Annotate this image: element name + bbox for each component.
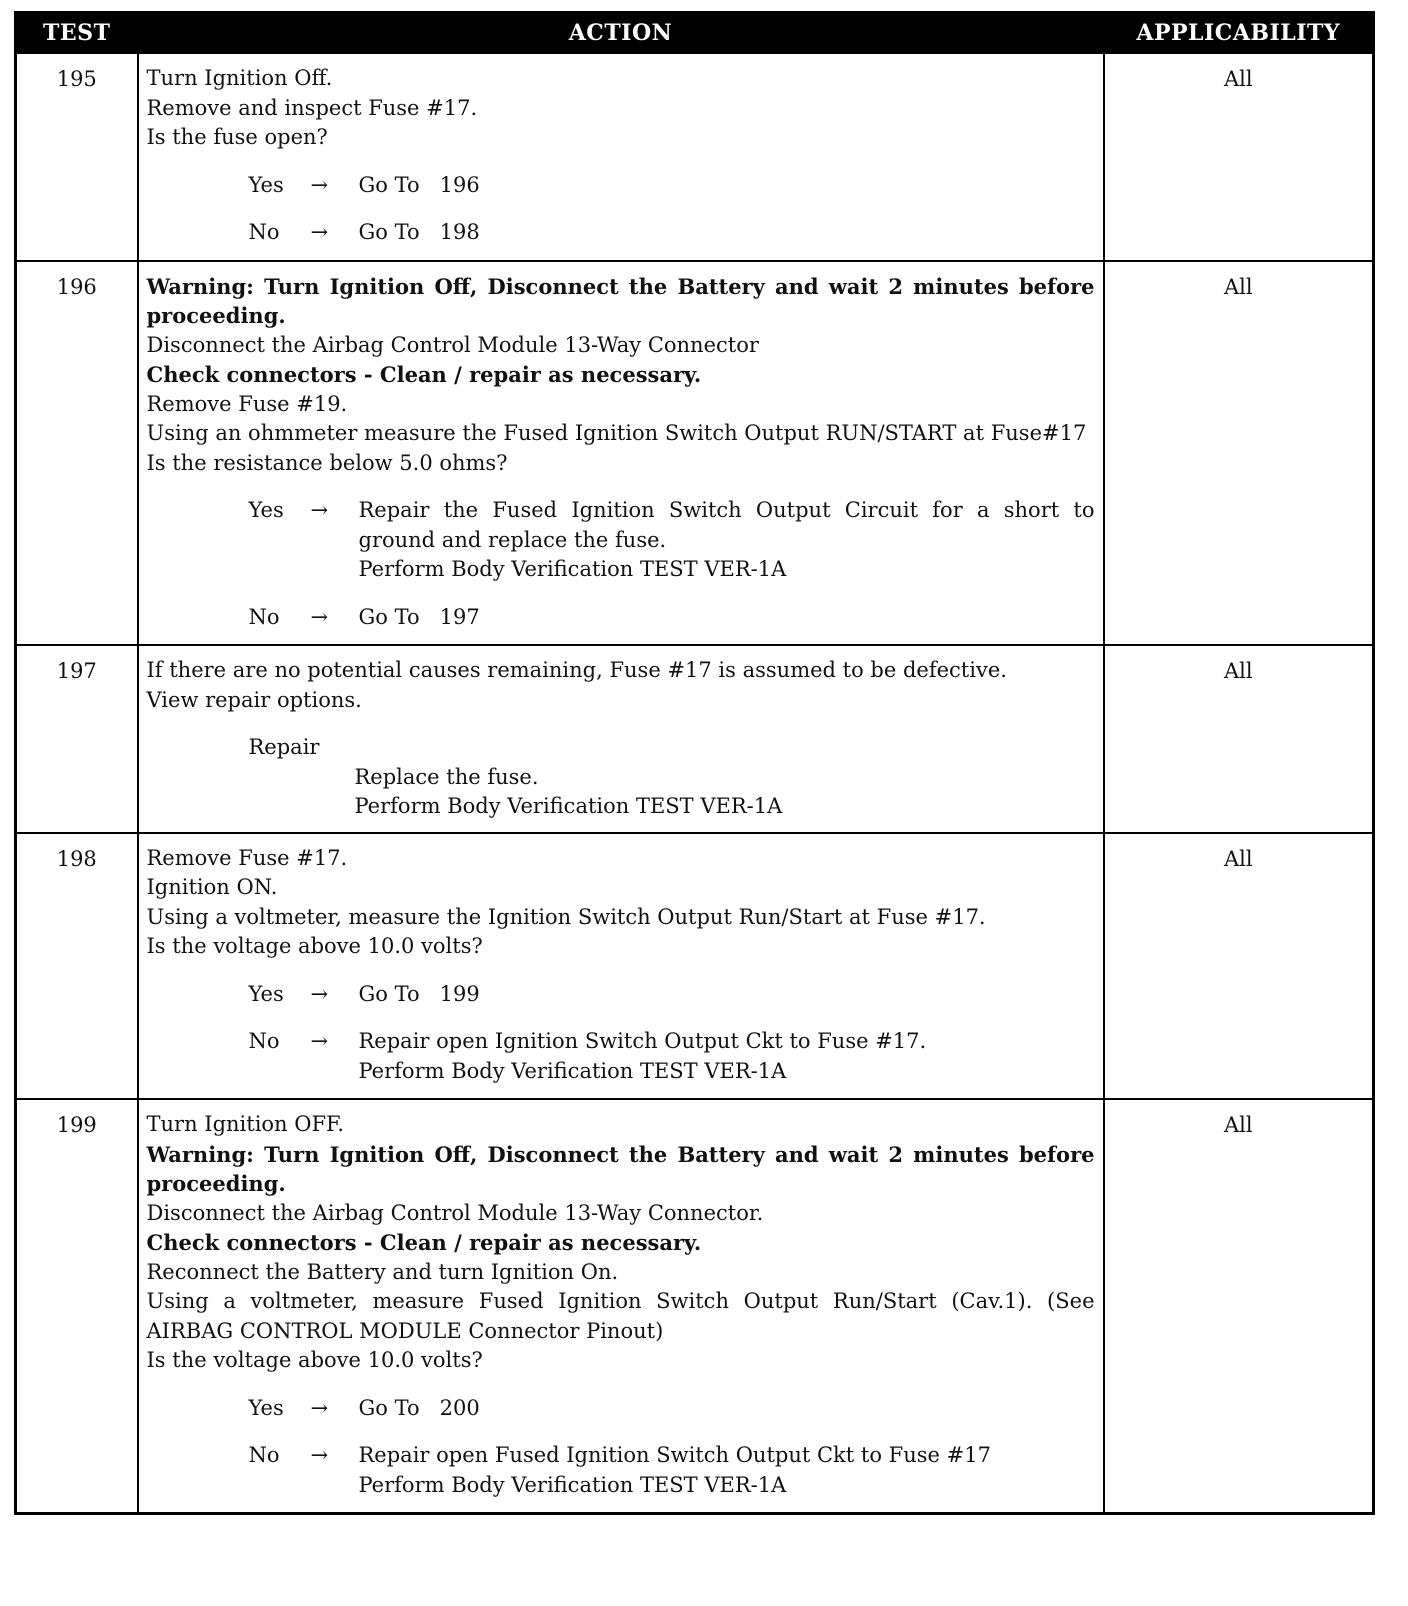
action-cell bbox=[138, 645, 1104, 833]
test-number: 198 bbox=[16, 833, 138, 1100]
applicability-cell: All bbox=[1104, 833, 1374, 1100]
arrow-right-icon: → bbox=[310, 981, 329, 1006]
option-result bbox=[359, 171, 1095, 201]
table-row bbox=[16, 261, 1374, 646]
table-body bbox=[16, 53, 1374, 1514]
option-result-text: Perform Body Verification TEST VER-1A bbox=[358, 557, 787, 581]
header-applicability: APPLICABILITY bbox=[1104, 13, 1374, 54]
decision-options bbox=[147, 496, 1102, 632]
action-text: Using a voltmeter, measure the Ignition Switch Output Run/Start at Fuse #17. bbox=[146, 904, 986, 929]
option-label: No bbox=[248, 1443, 280, 1467]
action-text: If there are no potential causes remaining, Fuse #17 is assumed to be defective. bbox=[146, 658, 1007, 682]
decision-options bbox=[147, 1394, 1095, 1501]
test-table bbox=[14, 11, 1375, 1515]
action-text: Using an ohmmeter measure the Fused Ignition Switch Output RUN/START at Fuse#17 bbox=[146, 421, 1087, 445]
action-text: Disconnect the Airbag Control Module 13-Way Connector. bbox=[146, 1200, 764, 1225]
option-label: No bbox=[248, 1029, 280, 1053]
action-cell bbox=[138, 261, 1104, 646]
decision-option bbox=[147, 171, 1095, 201]
option-result bbox=[359, 980, 1095, 1010]
action-text: Using a voltmeter, measure Fused Ignition Switch Output Run/Start (Cav.1). (See AIRBAG CONTROL MODULE Connector Pinout) bbox=[146, 1289, 1095, 1343]
repair-options bbox=[147, 733, 1095, 822]
option-result-text: Go To 197 bbox=[358, 604, 480, 629]
action-warning-text: Warning: Turn Ignition Off, Disconnect the Battery and wait 2 minutes before proceeding. bbox=[146, 1141, 1095, 1196]
option-label: No bbox=[248, 220, 280, 244]
option-result bbox=[359, 603, 1095, 633]
table-row bbox=[16, 53, 1374, 261]
option-result-text: Go To 199 bbox=[358, 981, 480, 1006]
action-text: Disconnect the Airbag Control Module 13-Way Connector bbox=[146, 332, 759, 357]
action-text: Turn Ignition OFF. bbox=[146, 1112, 345, 1136]
table-row bbox=[16, 645, 1374, 833]
option-result bbox=[359, 1441, 1095, 1500]
action-cell bbox=[138, 1099, 1104, 1514]
option-result bbox=[359, 1027, 1095, 1086]
arrow-right-icon: → bbox=[310, 1395, 329, 1420]
decision-option bbox=[147, 218, 1095, 248]
option-result-text: Repair open Ignition Switch Output Ckt to Fuse #17. bbox=[358, 1029, 927, 1053]
header-action: ACTION bbox=[138, 13, 1104, 54]
option-result-text: Repair the Fused Ignition Switch Output Circuit for a short to ground and replace the fuse. bbox=[358, 498, 1102, 552]
action-warning-text: Warning: Turn Ignition Off, Disconnect the Battery and wait 2 minutes before proceeding. bbox=[146, 273, 1095, 328]
repair-label: Repair bbox=[248, 735, 320, 759]
option-result-text: Go To 200 bbox=[358, 1395, 480, 1420]
test-number: 197 bbox=[16, 645, 138, 833]
header-row bbox=[16, 13, 1374, 54]
option-label: Yes bbox=[248, 981, 284, 1006]
option-result-text: Perform Body Verification TEST VER-1A bbox=[358, 1472, 787, 1497]
action-text: Is the voltage above 10.0 volts? bbox=[146, 934, 483, 958]
option-result bbox=[359, 1394, 1095, 1424]
decision-options bbox=[147, 171, 1095, 248]
test-number: 195 bbox=[16, 53, 138, 261]
table-row bbox=[16, 833, 1374, 1100]
action-cell bbox=[138, 833, 1104, 1100]
test-number: 196 bbox=[16, 261, 138, 646]
action-text: Is the resistance below 5.0 ohms? bbox=[146, 450, 508, 475]
option-label: Yes bbox=[248, 498, 284, 522]
action-text: Remove Fuse #17. bbox=[146, 845, 348, 870]
option-result-text: Go To 198 bbox=[358, 220, 480, 244]
decision-option bbox=[147, 1027, 1095, 1086]
option-result-text: Perform Body Verification TEST VER-1A bbox=[358, 1058, 787, 1083]
repair-text: Perform Body Verification TEST VER-1A bbox=[354, 794, 783, 818]
action-cell bbox=[138, 53, 1104, 261]
option-label: No bbox=[248, 604, 280, 629]
decision-option bbox=[147, 603, 1095, 633]
arrow-right-icon: → bbox=[310, 172, 329, 197]
action-text: Remove Fuse #19. bbox=[146, 391, 348, 416]
decision-option bbox=[147, 980, 1095, 1010]
applicability-cell: All bbox=[1104, 261, 1374, 646]
action-text: Remove and inspect Fuse #17. bbox=[146, 95, 478, 120]
test-number: 199 bbox=[16, 1099, 138, 1514]
arrow-right-icon: → bbox=[310, 604, 329, 629]
option-label: Yes bbox=[248, 1395, 284, 1420]
option-result bbox=[358, 496, 1102, 585]
header-test: TEST bbox=[16, 13, 138, 54]
action-text: View repair options. bbox=[146, 687, 362, 712]
action-text: Turn Ignition Off. bbox=[146, 66, 333, 90]
action-text: Is the voltage above 10.0 volts? bbox=[146, 1348, 483, 1372]
decision-option bbox=[147, 1394, 1095, 1424]
action-text: Ignition ON. bbox=[146, 875, 278, 899]
diagnostic-test-table bbox=[14, 11, 1372, 1515]
option-label: Yes bbox=[248, 172, 284, 197]
table-row bbox=[16, 1099, 1374, 1514]
applicability-cell: All bbox=[1104, 53, 1374, 261]
option-result bbox=[359, 218, 1095, 248]
option-result-text: Go To 196 bbox=[358, 172, 480, 197]
action-text: Reconnect the Battery and turn Ignition On. bbox=[146, 1259, 619, 1284]
decision-option bbox=[147, 496, 1102, 585]
action-warning-text: Check connectors - Clean / repair as necessary. bbox=[146, 362, 702, 387]
applicability-cell: All bbox=[1104, 645, 1374, 833]
arrow-right-icon: → bbox=[310, 1443, 329, 1467]
repair-text: Replace the fuse. bbox=[354, 764, 539, 789]
option-result-text: Repair open Fused Ignition Switch Output Ckt to Fuse #17 bbox=[358, 1443, 991, 1467]
action-text: Is the fuse open? bbox=[146, 125, 328, 149]
arrow-right-icon: → bbox=[310, 1029, 329, 1053]
arrow-right-icon: → bbox=[310, 220, 329, 244]
action-warning-text: Check connectors - Clean / repair as necessary. bbox=[146, 1230, 702, 1255]
decision-options bbox=[147, 980, 1095, 1087]
applicability-cell: All bbox=[1104, 1099, 1374, 1514]
decision-option bbox=[147, 1441, 1095, 1500]
arrow-right-icon: → bbox=[310, 498, 329, 522]
